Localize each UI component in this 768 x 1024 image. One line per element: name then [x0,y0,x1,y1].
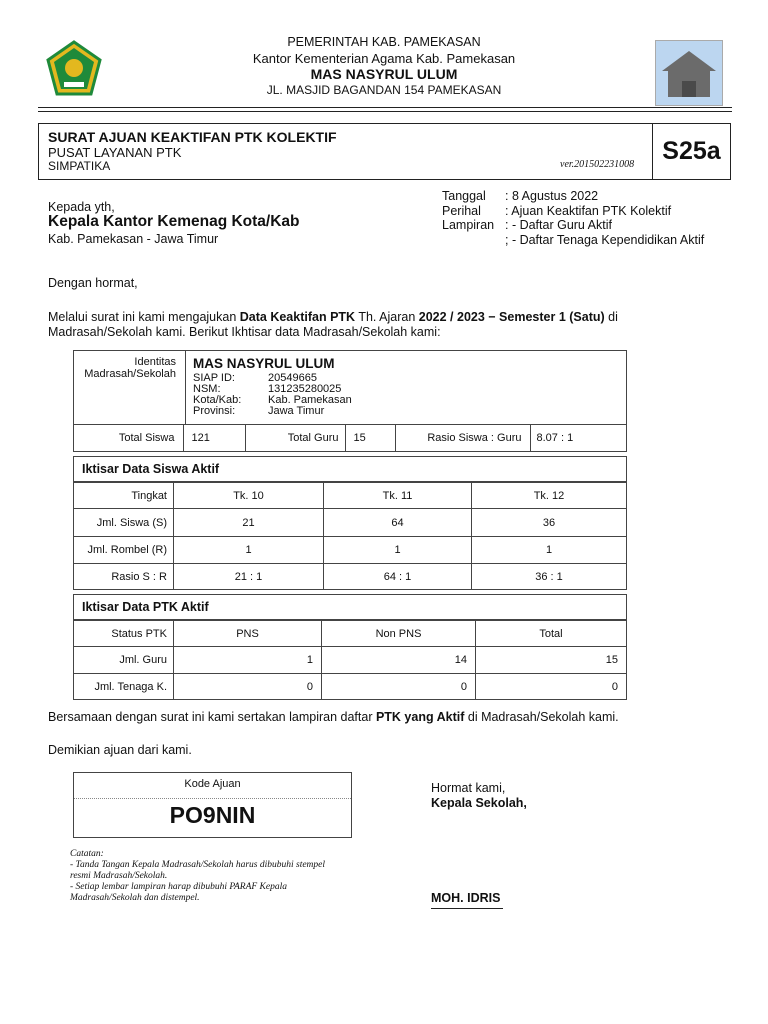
text: Madrasah/Sekolah [84,368,176,380]
ratio-label: Rasio Siswa : Guru [395,424,530,452]
attachment-label: Lampiran [442,218,495,232]
table-cell: 1 [174,647,322,674]
ptk-table [73,620,627,700]
table-cell: 64 : 1 [324,564,472,590]
kemenag-logo-icon [46,40,102,100]
subject-value: : Ajuan Keaktifan PTK Kolektif [505,203,672,218]
date-value: : 8 Agustus 2022 [505,189,599,203]
table-cell: 1 [174,537,324,564]
note-line: - Setiap lembar lampiran harap dibubuhi PARAF Kepala [70,882,287,892]
province-label: Provinsi: [193,405,236,417]
note-line: Madrasah/Sekolah dan distempel. [70,893,200,903]
siswa-table [73,482,627,590]
ratio-value: 8.07 : 1 [536,432,574,444]
total-guru-label: Total Guru [245,424,345,452]
form-version: ver.201502231008 [560,159,635,170]
sign-closing: Hormat kami, [431,781,506,795]
table-header: Non PNS [322,621,476,647]
table-cell: 15 [476,647,627,674]
text-bold: 2022 / 2023 − Semester 1 (Satu) [418,310,605,324]
table-cell: Rasio S : R [74,564,174,590]
letter-meta [442,189,704,247]
form-subtitle: PUSAT LAYANAN PTK [48,145,182,160]
form-title: SURAT AJUAN KEAKTIFAN PTK KOLEKTIF [48,129,337,145]
text: Madrasah/Sekolah kami. Berikut Ikhtisar data Madrasah/Sekolah kami: [48,325,441,339]
greeting: Dengan hormat, [48,276,138,290]
text: Bersamaan dengan surat ini kami sertakan lampiran daftar [48,710,376,724]
header-address: JL. MASJID BAGANDAN 154 PAMEKASAN [266,83,502,97]
form-code: S25a [652,123,731,180]
header-office: Kantor Kementerian Agama Kab. Pamekasan [252,51,516,66]
province-value: Jawa Timur [268,405,325,417]
text: di Madrasah/Sekolah kami. [464,710,619,724]
nsm-value: 131235280025 [268,383,342,395]
total-siswa-value: 121 [183,424,245,452]
table-cell: 1 [472,537,627,564]
recipient-name: Kepala Kantor Kemenag Kota/Kab [48,213,300,230]
city-value: Kab. Pamekasan [268,394,352,406]
table-cell: 64 [324,509,472,537]
text-bold: Data Keaktifan PTK [239,310,356,324]
city-label: Kota/Kab: [193,394,242,406]
table-cell: Jml. Rombel (R) [74,537,174,564]
ptk-table-title: Iktisar Data PTK Aktif [73,594,627,620]
note-line: resmi Madrasah/Sekolah. [70,871,168,881]
nsm-label: NSM: [193,383,221,395]
attachment-2: ; - Daftar Tenaga Kependidikan Aktif [505,232,705,247]
text: Th. Ajaran [355,310,419,324]
table-cell: Jml. Tenaga K. [74,674,174,700]
table-cell: 36 : 1 [472,564,627,590]
table-cell: 0 [322,674,476,700]
header-government: PEMERINTAH KAB. PAMEKASAN [287,35,481,49]
table-header: Tk. 10 [174,483,324,509]
header-school-name: MAS NASYRUL ULUM [310,66,458,82]
table-header: PNS [174,621,322,647]
table-cell: 0 [476,674,627,700]
recipient-location: Kab. Pamekasan - Jawa Timur [48,232,219,246]
siap-id-label: SIAP ID: [193,372,235,384]
siswa-table-title: Iktisar Data Siswa Aktif [73,456,627,482]
text: Identitas [134,356,176,368]
table-cell: Jml. Siswa (S) [74,509,174,537]
text: Melalui surat ini kami mengajukan [48,310,240,324]
intro-paragraph [48,310,728,340]
identity-label [78,356,176,380]
table-cell: 21 [174,509,324,537]
identity-fields [193,373,352,417]
total-siswa-label: Total Siswa [73,424,183,452]
sign-role: Kepala Sekolah, [431,796,527,810]
total-guru-value: 15 [345,424,395,452]
table-header: Status PTK [74,621,174,647]
kode-ajuan-value: PO9NIN [169,802,256,828]
subject-label: Perihal [442,203,481,218]
divider [185,350,186,424]
header-rule [38,107,732,108]
table-header: Tk. 11 [324,483,472,509]
note-line: - Tanda Tangan Kepala Madrasah/Sekolah harus dibubuhi stempel [70,860,326,870]
form-system: SIMPATIKA [48,159,111,173]
kode-ajuan-box [73,772,352,838]
attachment-paragraph [48,710,619,724]
sign-name: MOH. IDRIS [431,891,503,909]
table-header: Tk. 12 [472,483,627,509]
attachment-1: : - Daftar Guru Aktif [505,218,612,232]
table-header: Total [476,621,627,647]
notes [70,849,390,904]
table-cell: 21 : 1 [174,564,324,590]
school-building-icon [655,40,723,106]
text-bold: PTK yang Aktif [375,710,465,724]
table-cell: 1 [324,537,472,564]
table-cell: 0 [174,674,322,700]
date-label: Tanggal [442,189,486,203]
table-cell: 36 [472,509,627,537]
closing-paragraph: Demikian ajuan dari kami. [48,743,192,757]
totals-row [73,424,627,452]
text: di [604,310,618,324]
siap-id-value: 20549665 [268,372,317,384]
header-rule [38,111,732,112]
kode-ajuan-label: Kode Ajuan [74,773,351,799]
identity-school-name: MAS NASYRUL ULUM [193,356,335,371]
notes-title: Catatan: [70,849,104,859]
table-cell: Jml. Guru [74,647,174,674]
table-header: Tingkat [74,483,174,509]
recipient-to: Kepada yth, [48,200,115,214]
table-cell: 14 [322,647,476,674]
